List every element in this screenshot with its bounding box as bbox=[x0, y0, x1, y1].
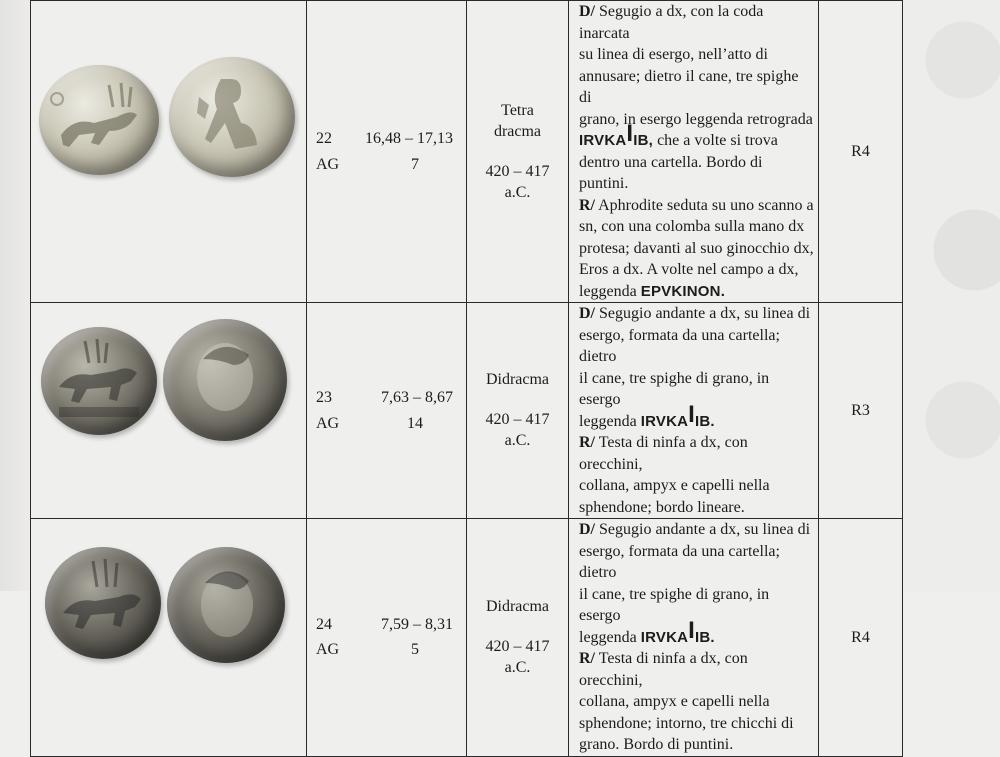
metal: AG bbox=[316, 641, 340, 659]
denomination-line1: Tetra bbox=[501, 101, 534, 119]
denomination-cell bbox=[467, 303, 569, 519]
date-range: 420 – 417 bbox=[485, 162, 550, 180]
coin-images-cell bbox=[31, 303, 307, 519]
denomination-line2: dracma bbox=[493, 123, 542, 140]
coin-reverse-image bbox=[169, 57, 295, 177]
date-era: a.C. bbox=[504, 184, 531, 201]
rarity: R3 bbox=[851, 401, 870, 419]
catalog-number: 23 bbox=[316, 389, 332, 406]
coin-images-cell bbox=[31, 1, 307, 303]
specimen-count: 7 bbox=[411, 155, 419, 173]
rarity: R4 bbox=[851, 628, 870, 646]
metal: AG bbox=[316, 155, 340, 173]
obverse-prefix: D/ bbox=[579, 305, 595, 322]
date-era: a.C. bbox=[504, 432, 531, 450]
specimen-count: 5 bbox=[411, 641, 419, 659]
coin-legend: IRVKAIIB. bbox=[640, 616, 715, 646]
obverse-prefix: D/ bbox=[579, 3, 595, 20]
coin-obverse-image bbox=[39, 65, 159, 175]
rarity: R4 bbox=[851, 142, 870, 160]
description-cell: D/ Segugio andante a dx, su linea di esergo, formata da una cartella; dietro il cane, tre spighe di grano, in esergo leggenda IRVKAIIB. R/ Testa di ninfa a dx, con orecchini, collana, ampyx e capelli nella sphendone; intorno, tre chicchi di grano. Bordo di puntini. bbox=[569, 519, 819, 757]
coin-images-cell bbox=[31, 519, 307, 757]
date-range: 420 – 417 bbox=[485, 637, 550, 655]
coin-obverse-image bbox=[41, 327, 157, 435]
obverse-prefix: D/ bbox=[579, 521, 595, 538]
catalog-number: 24 bbox=[316, 615, 332, 633]
meta-cell bbox=[307, 1, 467, 303]
table-row bbox=[31, 1, 903, 303]
coin-legend: IRVKAIIB, bbox=[579, 120, 654, 149]
coin-catalog-table bbox=[30, 0, 903, 757]
rarity-cell bbox=[819, 303, 903, 519]
weight-range: 16,48 – 17,13 bbox=[365, 130, 453, 147]
weight-range: 7,59 – 8,31 bbox=[381, 615, 453, 633]
reverse-prefix: R/ bbox=[579, 434, 595, 451]
denomination: Didracma bbox=[485, 371, 550, 389]
date-era: a.C. bbox=[504, 659, 531, 676]
coin-legend: EPVKINON. bbox=[640, 282, 726, 300]
coin-reverse-image bbox=[163, 319, 287, 441]
meta-cell bbox=[307, 303, 467, 519]
table-row bbox=[31, 519, 903, 757]
description-cell: D/ Segugio a dx, con la coda inarcata su linea di esergo, nell’atto di annusare; dietro il cane, tre spighe di grano, in esergo leggenda retrograda IRVKAIIB, che a volte si trova dentro una cartella. Bordo di puntini. R/ Aphrodite seduta su uno scanno a sn, con una colomba sulla mano dx protesa; davanti al suo ginocchio dx, Eros a dx. A volte nel campo a dx, leggenda EPVKINON. bbox=[569, 1, 819, 303]
description-cell: D/ Segugio andante a dx, su linea di esergo, formata da una cartella; dietro il cane, tre spighe di grano, in esergo leggenda IRVKAIIB. R/ Testa di ninfa a dx, con orecchini, collana, ampyx e capelli nella sphendone; bordo lineare. bbox=[569, 303, 819, 519]
page-left-margin bbox=[0, 0, 30, 591]
metal: AG bbox=[316, 414, 340, 432]
meta-cell bbox=[307, 519, 467, 757]
reverse-prefix: R/ bbox=[579, 650, 595, 667]
coin-reverse-image bbox=[167, 547, 285, 663]
denomination-cell bbox=[467, 1, 569, 303]
catalog-number: 22 bbox=[316, 130, 332, 147]
coin-legend: IRVKAIIB. bbox=[640, 400, 715, 430]
specimen-count: 14 bbox=[407, 414, 423, 432]
rarity-cell bbox=[819, 519, 903, 757]
page-right-margin bbox=[904, 0, 1000, 591]
denomination-cell bbox=[467, 519, 569, 757]
denomination: Didracma bbox=[485, 598, 550, 615]
reverse-prefix: R/ bbox=[579, 196, 595, 214]
rarity-cell bbox=[819, 1, 903, 303]
weight-range: 7,63 – 8,67 bbox=[381, 389, 453, 406]
table-row bbox=[31, 303, 903, 519]
coin-obverse-image bbox=[45, 547, 161, 659]
date-range: 420 – 417 bbox=[485, 410, 550, 428]
